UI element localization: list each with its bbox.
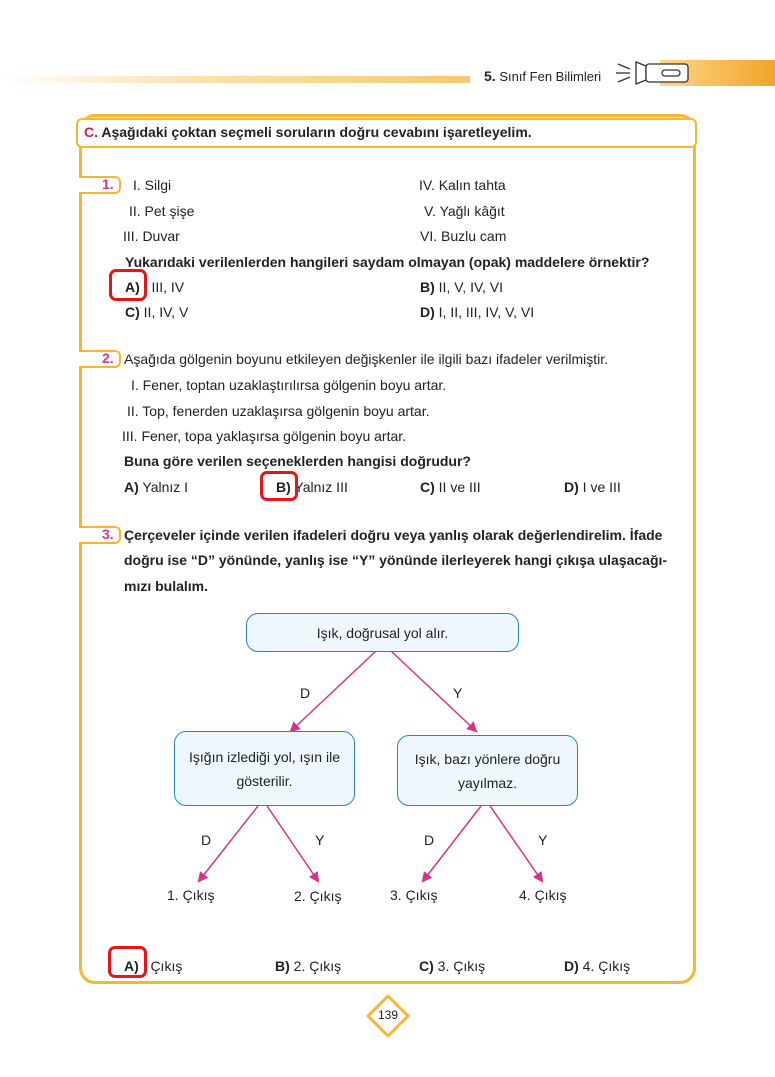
answer-option-c[interactable] — [419, 957, 485, 975]
option-letter: B) — [276, 479, 291, 495]
flow-exit: 1. Çıkış — [167, 887, 215, 903]
statement: III. Fener, topa yaklaşırsa gölgenin boyu artar. — [122, 428, 407, 444]
answer-marker — [108, 946, 147, 978]
flow-exit: 4. Çıkış — [519, 887, 567, 903]
list-item: I. Silgi — [133, 177, 172, 193]
list-item: II. Pet şişe — [129, 203, 195, 219]
flow-left-text: Işığın izlediği yol, ışın ile — [189, 748, 340, 765]
instruction-line: mızı bulalım. — [124, 578, 209, 594]
instruction-line: Çerçeveler içinde verilen ifadeleri doğru veya yanlış olarak değerlendirelim. İfade — [124, 527, 663, 543]
option-letter: A) — [124, 479, 139, 495]
list-item: IV. Kalın tahta — [419, 177, 506, 193]
option-text: II, IV, V — [143, 304, 189, 320]
option-text: I, II, III, IV, V, VI — [438, 304, 535, 320]
option-letter: D) — [564, 958, 579, 974]
section-letter: C. — [84, 124, 98, 140]
question-number: 1. — [102, 176, 114, 192]
grade-number: 5. — [484, 68, 496, 84]
option-letter: D) — [564, 479, 579, 495]
flow-label-y: Y — [453, 685, 463, 701]
option-letter: B) — [420, 279, 435, 295]
section-instruction: Aşağıdaki çoktan seçmeli soruların doğru cevabını işaretleyelim. — [101, 124, 532, 140]
flow-right-text: Işık, bazı yönlere doğru — [414, 750, 561, 767]
option-text: , III, IV — [143, 279, 185, 295]
flow-left-box — [174, 731, 355, 806]
answer-option-d[interactable] — [564, 957, 630, 975]
flow-exit: 2. Çıkış — [294, 888, 342, 904]
flow-label-d: D — [300, 685, 311, 701]
option-text: 3. Çıkış — [437, 958, 486, 974]
flow-right-box — [397, 735, 578, 806]
question-intro: Aşağıda gölgenin boyunu etkileyen değişkenler ile ilgili bazı ifadeler verilmiştir. — [124, 351, 609, 367]
flow-right-text: yayılmaz. — [457, 774, 518, 791]
option-letter: A) — [125, 279, 140, 295]
question-text: Yukarıdaki verilenlerden hangileri saydam olmayan (opak) maddelere örnektir? — [125, 254, 650, 270]
option-text: 4. Çıkış — [582, 958, 631, 974]
flow-root-text: Işık, doğrusal yol alır. — [316, 624, 449, 641]
arrow-root-y — [391, 651, 476, 731]
flow-root-box — [246, 613, 519, 652]
option-text: 2. Çıkış — [293, 958, 342, 974]
option-letter: B) — [275, 958, 290, 974]
option-text: . Çıkış — [142, 958, 183, 974]
option-letter: C) — [420, 479, 435, 495]
flow-label-y: Y — [315, 832, 325, 848]
statement: I. Fener, toptan uzaklaştırılırsa gölgenin boyu artar. — [131, 377, 447, 393]
arrow-right-y — [490, 806, 542, 881]
flow-label-d: D — [201, 832, 212, 848]
flow-label-y: Y — [538, 832, 548, 848]
question-number: 2. — [102, 350, 114, 366]
option-letter: C) — [125, 304, 140, 320]
arrow-left-y — [267, 806, 318, 881]
page-number: 139 — [377, 1008, 399, 1022]
answer-option-b[interactable] — [275, 957, 341, 975]
flow-left-text: gösterilir. — [236, 772, 293, 789]
flow-exit: 3. Çıkış — [390, 887, 438, 903]
instruction-line: doğru ise “D” yönünde, yanlış ise “Y” yönünde ilerleyerek hangi çıkışa ulaşacağı- — [124, 552, 668, 568]
option-text: Yalnız I — [142, 479, 189, 495]
option-text: II ve III — [438, 479, 481, 495]
subject-name: Sınıf Fen Bilimleri — [499, 69, 602, 84]
question-text: Buna göre verilen seçeneklerden hangisi doğrudur? — [124, 453, 471, 469]
option-letter: D) — [420, 304, 435, 320]
question-number: 3. — [102, 526, 114, 542]
statement: II. Top, fenerden uzaklaşırsa gölgenin boyu artar. — [127, 403, 430, 419]
option-text: Yalnız III — [294, 479, 348, 495]
option-text: II, V, IV, VI — [438, 279, 504, 295]
option-text: I ve III — [582, 479, 621, 495]
list-item: V. Yağlı kâğıt — [424, 203, 505, 219]
list-item: III. Duvar — [123, 228, 180, 244]
list-item: VI. Buzlu cam — [420, 228, 507, 244]
flow-label-d: D — [424, 832, 435, 848]
option-letter: C) — [419, 958, 434, 974]
option-letter: A) — [124, 958, 139, 974]
